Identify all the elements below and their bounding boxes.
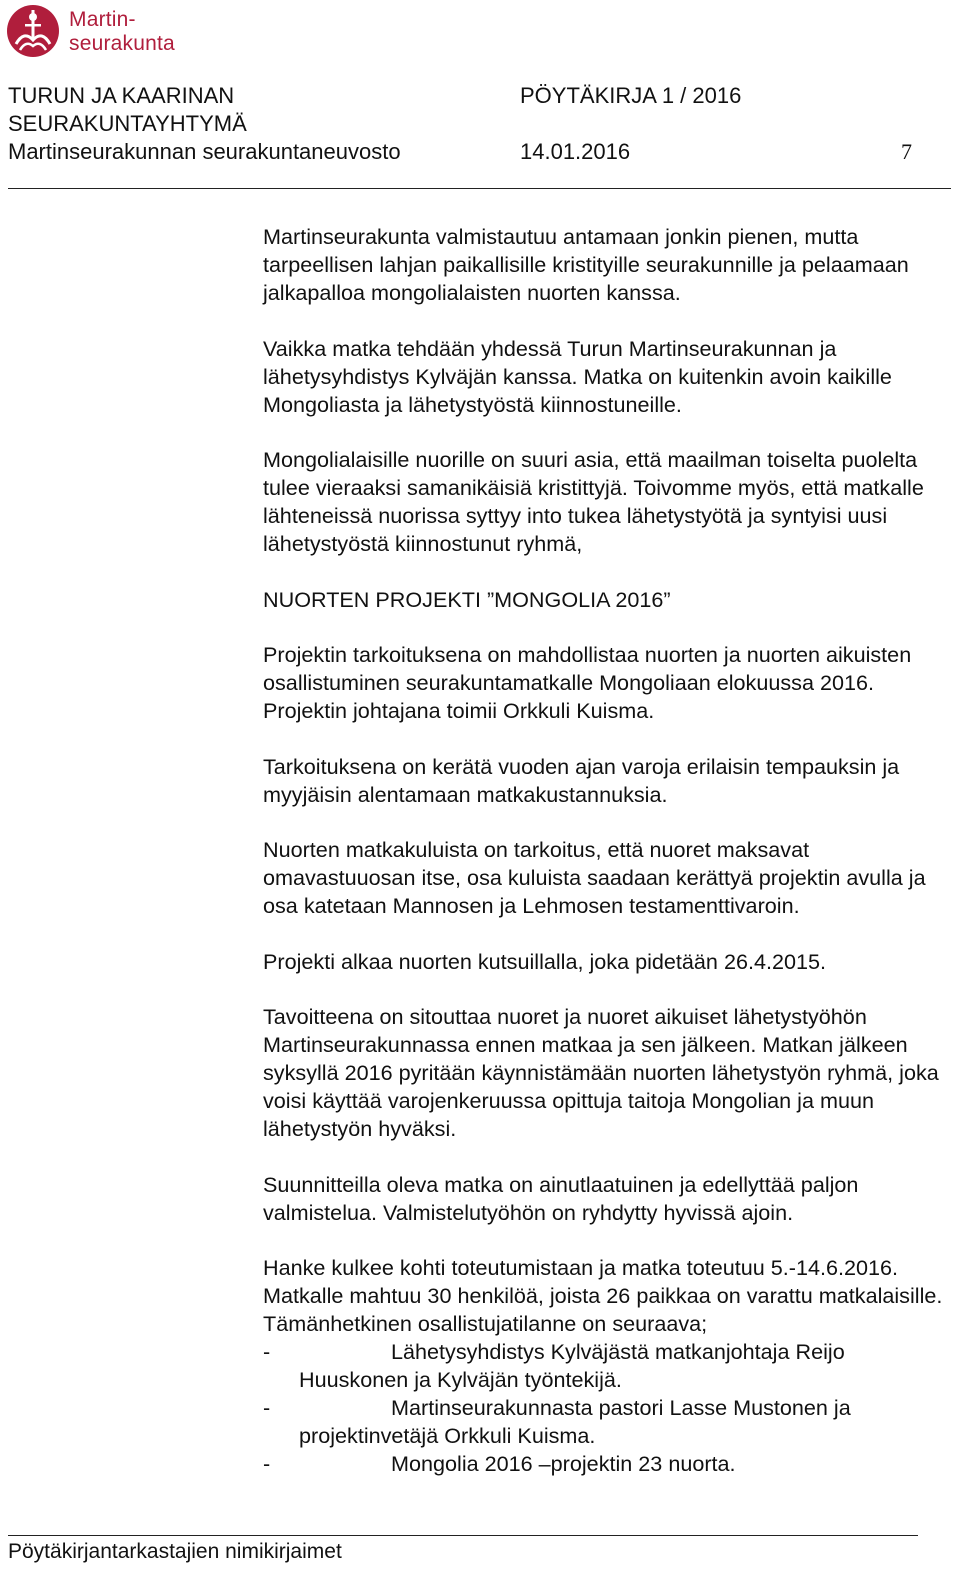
paragraph-7: Projekti alkaa nuorten kutsuillalla, joka pidetään 26.4.2015. bbox=[263, 948, 827, 974]
list-item bbox=[263, 1394, 953, 1450]
paragraph-4: Projektin tarkoituksena on mahdollistaa nuorten ja nuorten aikuisten osallistuminen seurakuntamatkalle Mongoliaan elokuussa 2016. Projektin johtajana toimii Orkkuli Kuisma. bbox=[263, 642, 912, 723]
list-item-text: Lähetysyhdistys Kylväjästä matkanjohtaja Reijo Huuskonen ja Kylväjän työntekijä. bbox=[299, 1339, 845, 1392]
list-dash: - bbox=[263, 1339, 271, 1364]
paragraph-6: Nuorten matkakuluista on tarkoitus, että nuoret maksavat omavastuuosan itse, osa kuluista saadaan kerättyä projektin avulla ja osa katetaan Mannosen ja Lehmosen testamenttivaroin. bbox=[263, 837, 926, 918]
list-item-text: Mongolia 2016 –projektin 23 nuorta. bbox=[391, 1451, 736, 1476]
paragraph-2: Vaikka matka tehdään yhdessä Turun Martinseurakunnan ja lähetysyhdistys Kylväjän kanssa. Matka on kuitenkin avoin kaikille Mongoliasta ja lähetystyöstä kiinnostuneille. bbox=[263, 335, 892, 417]
header-divider bbox=[8, 188, 951, 189]
paragraph-3: Mongolialaisille nuorille on suuri asia, että maailman toiselta puolelta tulee vieraaksi samanikäisiä kristittyjä. Toivomme myös, että matkalle lähteneissä nuorissa syttyy into tukea lähetystyötä ja syntyisi uusi lähetystyöstä kiinnostunut ryhmä, bbox=[263, 447, 924, 556]
martinseurakunta-logo bbox=[6, 4, 196, 58]
logo-wordmark bbox=[69, 8, 175, 56]
signature-line bbox=[8, 1535, 918, 1536]
document-header bbox=[8, 82, 952, 166]
paragraph-10: Hanke kulkee kohti toteutumistaan ja matka toteutuu 5.-14.6.2016. Matkalle mahtuu 30 henkilöä, joista 26 paikkaa on varattu matkalaisille. bbox=[263, 1255, 943, 1308]
paragraph-8: Tavoitteena on sitouttaa nuoret ja nuoret aikuiset lähetystyöhön Martinseurakunnassa ennen matkaa ja sen jälkeen. Matkan jälkeen syksyllä 2016 pyritään käynnistämään nuorten lähetystyön ryhmä, joka voisi käyttää varojenkeruussa opittuja taitoja Mongolian ja muun lähetystyön hyväksi. bbox=[263, 1004, 939, 1141]
logo-line-1: Martin- bbox=[69, 8, 136, 31]
list-dash: - bbox=[263, 1395, 271, 1420]
church-seal-icon bbox=[6, 4, 60, 58]
page-number: 7 bbox=[901, 139, 912, 164]
document-body bbox=[263, 223, 953, 1478]
paragraph-5: Tarkoituksena on kerätä vuoden ajan varoja erilaisin tempauksin ja myyjäisin alentamaan matkakustannuksia. bbox=[263, 753, 900, 807]
list-item-text: Martinseurakunnasta pastori Lasse Mustonen ja projektinvetäjä Orkkuli Kuisma. bbox=[299, 1395, 851, 1448]
paragraph-9: Suunnitteilla oleva matka on ainutlaatuinen ja edellyttää paljon valmistelua. Valmistelutyöhön on ryhdytty hyvissä ajoin. bbox=[263, 1171, 859, 1225]
organization-line-2: SEURAKUNTAYHTYMÄ bbox=[8, 111, 247, 136]
list-item bbox=[263, 1338, 953, 1394]
document-title: PÖYTÄKIRJA 1 / 2016 bbox=[520, 83, 742, 108]
list-item bbox=[263, 1450, 953, 1478]
signature-label: Pöytäkirjantarkastajien nimikirjaimet bbox=[8, 1540, 342, 1563]
council-name: Martinseurakunnan seurakuntaneuvosto bbox=[8, 139, 401, 164]
list-dash: - bbox=[263, 1451, 271, 1476]
paragraph-1: Martinseurakunta valmistautuu antamaan jonkin pienen, mutta tarpeellisen lahjan paikallisille kristityille seurakunnille ja pelaamaan jalkapalloa mongolialaisten nuorten kanssa. bbox=[263, 224, 909, 305]
project-heading: NUORTEN PROJEKTI ”MONGOLIA 2016” bbox=[263, 586, 671, 612]
organization-line-1: TURUN JA KAARINAN bbox=[8, 83, 235, 108]
logo-line-2: seurakunta bbox=[69, 32, 175, 55]
meeting-date: 14.01.2016 bbox=[520, 139, 631, 164]
paragraph-11: Tämänhetkinen osallistujatilanne on seuraava; bbox=[263, 1311, 708, 1336]
